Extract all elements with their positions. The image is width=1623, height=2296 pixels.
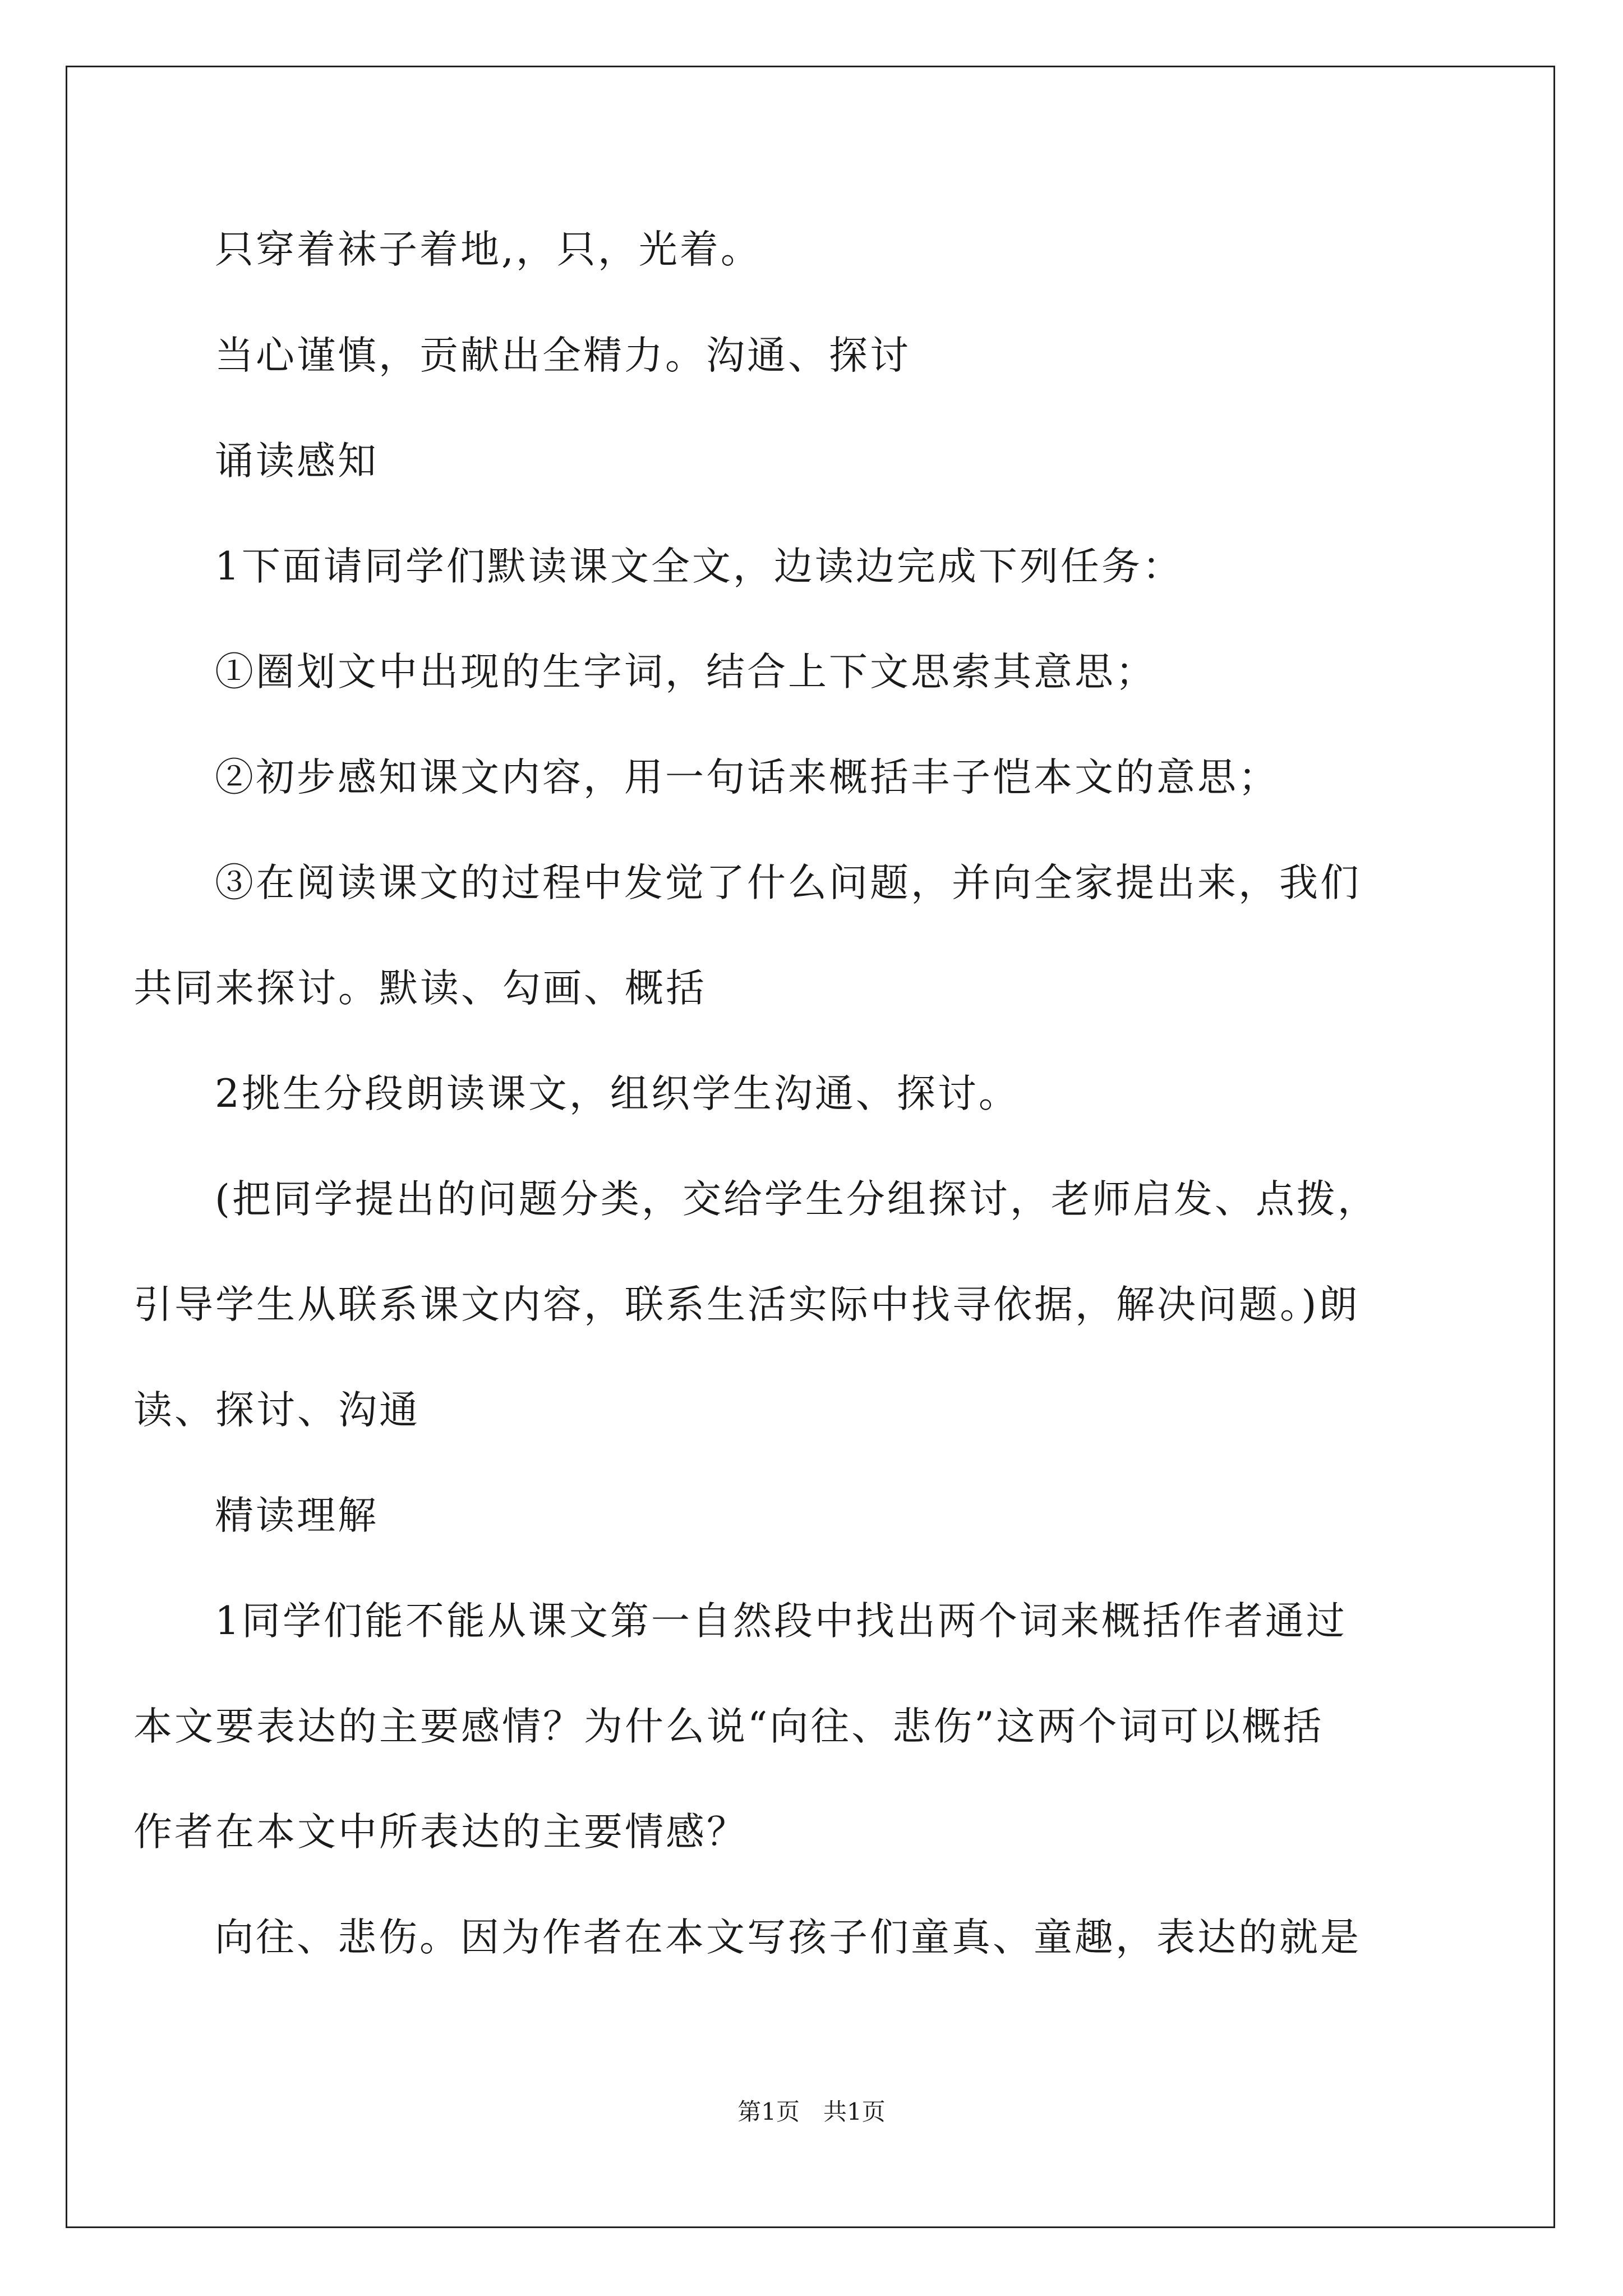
text-line: 共同来探讨。默读、勾画、概括 (133, 966, 707, 1011)
section-heading: 精读理解 (215, 1493, 379, 1538)
text-line: 引导学生从联系课文内容，联系生活实际中找寻依据，解决问题。)朗 (133, 1282, 1360, 1327)
text-line: 只穿着袜子着地,，只，光着。 (215, 227, 762, 272)
section-heading: 诵读感知 (215, 439, 379, 484)
text-line: 读、探讨、沟通 (133, 1388, 420, 1433)
text-line: ①圈划文中出现的生字词，结合上下文思索其意思； (215, 650, 1156, 694)
text-line: ③在阅读课文的过程中发觉了什么问题，并向全家提出来，我们 (215, 861, 1361, 905)
text-line: 向往、悲伤。因为作者在本文写孩子们童真、童趣，表达的就是 (215, 1915, 1361, 1960)
text-line: 1下面请同学们默读课文全文，边读边完成下列任务： (215, 544, 1183, 589)
page-number: 第1页 共1页 (737, 2098, 886, 2125)
page-border (66, 66, 1555, 2228)
text-line: (把同学提出的问题分类，交给学生分组探讨，老师启发、点拨， (215, 1177, 1378, 1222)
text-line: 本文要表达的主要感情？为什么说“向往、悲伤”这两个词可以概括 (133, 1704, 1324, 1749)
text-line: 2挑生分段朗读课文，组织学生沟通、探讨。 (215, 1071, 1020, 1116)
text-line: ②初步感知课文内容，用一句话来概括丰子恺本文的意思； (215, 755, 1279, 800)
text-line: 1同学们能不能从课文第一自然段中找出两个词来概括作者通过 (215, 1599, 1347, 1644)
text-line: 当心谨慎，贡献出全精力。沟通、探讨 (215, 333, 911, 378)
text-line: 作者在本文中所表达的主要情感？ (133, 1810, 748, 1855)
